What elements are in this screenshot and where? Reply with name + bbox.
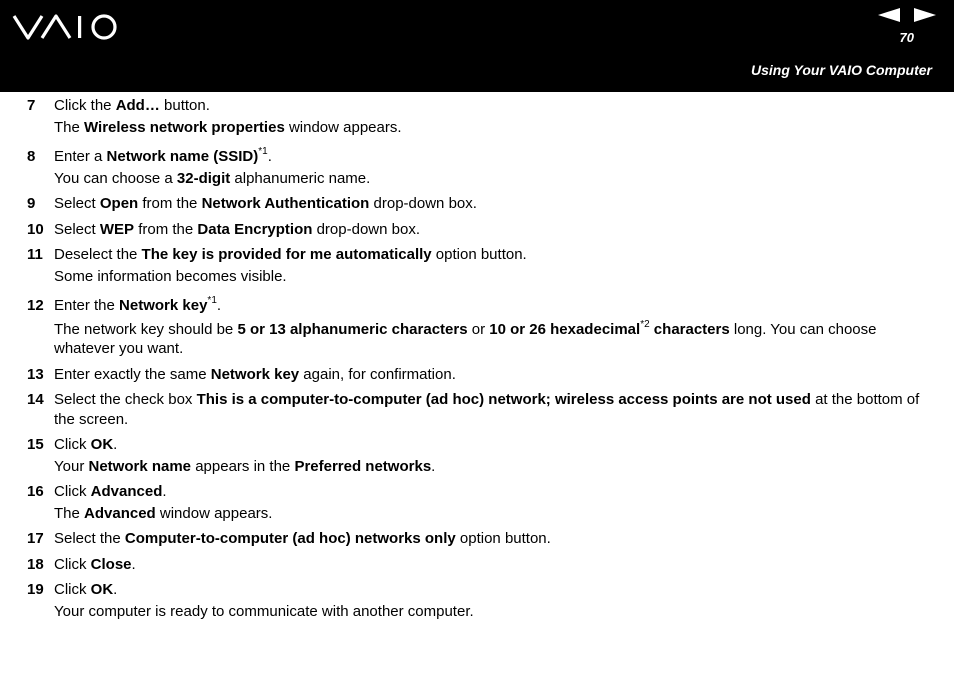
step-10	[0, 220, 954, 240]
bold-term: This is a computer-to-computer (ad hoc) network; wireless access points are not used	[196, 391, 811, 408]
text-run: .	[113, 436, 118, 453]
instruction-steps	[0, 96, 954, 621]
text-run: Enter the	[54, 297, 120, 314]
step-number: 8	[27, 148, 36, 165]
text-run: The network key should be	[54, 320, 238, 338]
bold-term: characters	[649, 320, 730, 338]
bold-term: Network key	[210, 365, 300, 383]
step-text	[54, 220, 928, 240]
step-result-note	[54, 602, 928, 622]
text-run: You can choose a	[54, 169, 177, 187]
text-run: Select the check box	[54, 391, 197, 408]
text-run: Enter a	[54, 148, 107, 165]
bold-term: Advanced	[90, 483, 163, 500]
text-run: Your computer is ready to communicate with another computer.	[54, 602, 474, 620]
vaio-logo	[12, 10, 122, 44]
step-result-note	[54, 267, 928, 287]
text-run: Click	[54, 436, 91, 453]
step-number: 12	[27, 297, 44, 314]
text-run: long. You can choose whatever you want.	[54, 320, 877, 357]
text-run: window appears.	[155, 504, 273, 522]
right-arrow-icon[interactable]	[914, 8, 936, 22]
text-run: The	[54, 504, 85, 522]
step-13	[0, 365, 954, 385]
text-run: button.	[159, 97, 210, 114]
step-text	[54, 296, 928, 316]
bold-term: Network name	[88, 457, 192, 475]
text-run: .	[267, 148, 272, 165]
step-number: 9	[27, 195, 36, 212]
step-number: 19	[27, 581, 44, 598]
text-run: The	[54, 118, 85, 136]
step-7	[0, 96, 954, 137]
text-run: from the	[138, 195, 202, 212]
step-17	[0, 529, 954, 549]
step-18	[0, 555, 954, 575]
step-text	[54, 96, 928, 116]
text-run: .	[162, 483, 167, 500]
bold-term: 32-digit	[176, 169, 231, 187]
text-run: again, for confirmation.	[299, 365, 456, 383]
bold-term: OK	[90, 581, 114, 598]
text-run: Some information becomes visible.	[54, 267, 287, 285]
bold-term: Computer-to-computer (ad hoc) networks only	[124, 530, 456, 547]
bold-term: Advanced	[84, 504, 156, 522]
step-19	[0, 580, 954, 621]
text-run: Select	[54, 220, 100, 238]
step-text	[54, 555, 928, 575]
bold-term: Wireless network properties	[84, 118, 285, 136]
text-run: .	[216, 297, 222, 314]
step-text	[54, 147, 928, 167]
text-run: drop-down box.	[369, 195, 477, 212]
section-title: Using Your VAIO Computer	[751, 62, 932, 78]
text-run: from the	[134, 220, 198, 238]
bold-term: Preferred networks	[294, 457, 432, 475]
text-run: Select	[54, 195, 100, 212]
text-run: Deselect the	[54, 246, 142, 263]
step-9	[0, 194, 954, 214]
text-run: Click the	[54, 97, 116, 114]
step-number: 16	[27, 483, 44, 500]
bold-term: Network name (SSID)	[106, 148, 259, 165]
step-text	[54, 482, 928, 502]
step-number: 10	[27, 220, 44, 238]
bold-term: 10 or 26 hexadecimal	[489, 320, 641, 338]
text-run: Select the	[54, 530, 125, 547]
step-number: 17	[27, 530, 44, 547]
bold-term: Network key	[119, 297, 208, 314]
step-result-note	[54, 118, 928, 138]
text-run: .	[431, 457, 436, 475]
bold-term: OK	[90, 436, 114, 453]
step-text	[54, 245, 928, 265]
bold-term: The key is provided for me automatically	[141, 246, 432, 263]
bold-term: Data Encryption	[197, 220, 313, 238]
step-result-note	[54, 169, 928, 189]
text-run: or	[467, 320, 490, 338]
step-8	[0, 147, 954, 188]
text-run: .	[113, 581, 118, 598]
bold-term: Open	[99, 195, 139, 212]
step-result-note	[54, 320, 928, 359]
footnote-marker: *1	[258, 146, 268, 157]
step-14	[0, 390, 954, 429]
bold-term: 5 or 13 alphanumeric characters	[237, 320, 468, 338]
left-arrow-icon[interactable]	[878, 8, 900, 22]
text-run: appears in the	[191, 457, 295, 475]
text-run: alphanumeric name.	[230, 169, 371, 187]
text-run: Click	[54, 581, 91, 598]
step-11	[0, 245, 954, 286]
page-number: 70	[899, 30, 914, 45]
step-number: 13	[27, 365, 44, 383]
page-navigation	[878, 8, 936, 22]
bold-term: Add…	[115, 97, 160, 114]
step-12	[0, 296, 954, 359]
step-text	[54, 435, 928, 455]
step-result-note	[54, 457, 928, 477]
page-header	[0, 0, 954, 92]
step-text	[54, 529, 928, 549]
step-16	[0, 482, 954, 523]
step-text	[54, 390, 928, 429]
text-run: option button.	[431, 246, 527, 263]
step-result-note	[54, 504, 928, 524]
footnote-marker: *1	[207, 295, 217, 306]
text-run: Your	[54, 457, 89, 475]
footnote-marker: *2	[640, 318, 650, 330]
text-run: .	[131, 555, 136, 573]
step-number: 14	[27, 391, 44, 408]
text-run: Click	[54, 555, 91, 573]
text-run: option button.	[455, 530, 551, 547]
bold-term: Close	[90, 555, 132, 573]
text-run: at the bottom of the screen.	[54, 391, 920, 428]
step-text	[54, 580, 928, 600]
bold-term: Network Authentication	[201, 195, 370, 212]
bold-term: WEP	[99, 220, 135, 238]
text-run: window appears.	[284, 118, 402, 136]
step-text	[54, 365, 928, 385]
step-number: 11	[27, 246, 43, 263]
text-run: Enter exactly the same	[54, 365, 211, 383]
step-number: 15	[27, 436, 44, 453]
step-15	[0, 435, 954, 476]
step-text	[54, 194, 928, 214]
step-number: 18	[27, 555, 44, 573]
text-run: drop-down box.	[312, 220, 420, 238]
step-number: 7	[27, 97, 36, 114]
text-run: Click	[54, 483, 91, 500]
